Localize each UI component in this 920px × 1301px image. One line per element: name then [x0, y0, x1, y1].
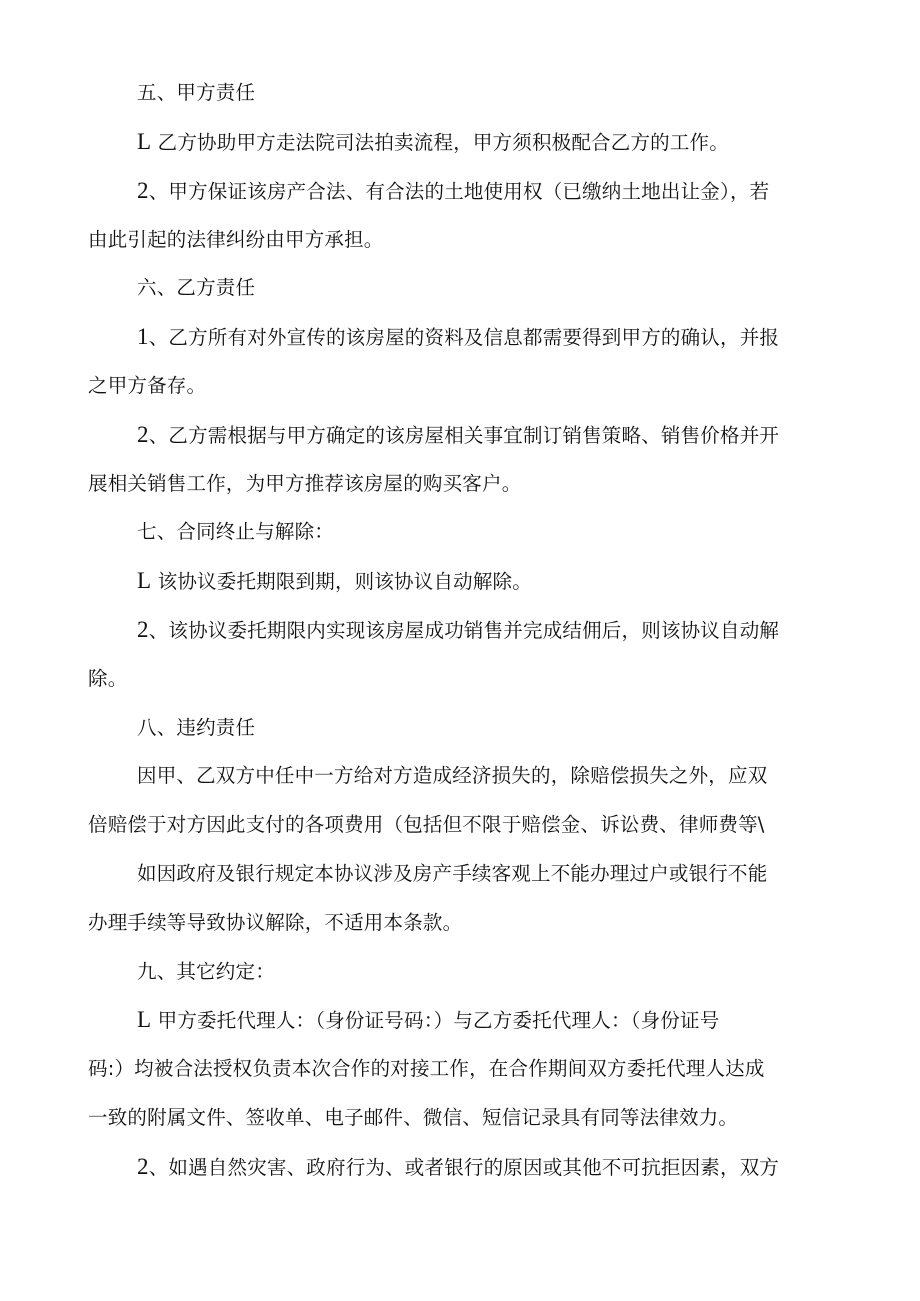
- paragraph-line: 如因政府及银行规定本协议涉及房产手续客观上不能办理过户或银行不能: [137, 862, 768, 885]
- paragraph-line: 因甲、乙双方中任中一方给对方造成经济损失的，除赔偿损失之外，应双: [137, 764, 768, 787]
- paragraph-line: 倍赔偿于对方因此支付的各项费用（包括但不限于赔偿金、诉讼费、律师费等\: [88, 813, 765, 836]
- paragraph-line: 2、甲方保证该房产合法、有合法的土地使用权（已缴纳土地出让金），若: [137, 178, 770, 203]
- paragraph-line: L 乙方协助甲方走法院司法拍卖流程，甲方须积极配合乙方的工作。: [137, 129, 729, 154]
- section-heading-other-terms: 九、其它约定：: [137, 960, 275, 983]
- section-heading-breach: 八、违约责任: [137, 716, 256, 739]
- paragraph-line: 2、该协议委托期限内实现该房屋成功销售并完成结佣后，则该协议自动解: [137, 617, 780, 642]
- section-heading-party-b-duties: 六、乙方责任: [137, 276, 256, 299]
- paragraph-line: 1、乙方所有对外宣传的该房屋的资料及信息都需要得到甲方的确认，并报: [137, 324, 780, 349]
- paragraph-line: 办理手续等导致协议解除，不适用本条款。: [88, 911, 463, 934]
- paragraph-line: 展相关销售工作，为甲方推荐该房屋的购买客户。: [88, 472, 522, 495]
- paragraph-line: 由此引起的法律纠纷由甲方承担。: [88, 228, 384, 251]
- paragraph-line: L 甲方委托代理人：（身份证号码：）与乙方委托代理人：（身份证号: [137, 1007, 720, 1032]
- paragraph-line: L 该协议委托期限到期，则该协议自动解除。: [137, 568, 532, 593]
- paragraph-line: 一致的附属文件、签收单、电子邮件、微信、短信记录具有同等法律效力。: [88, 1106, 739, 1129]
- paragraph-line: 之甲方备存。: [88, 374, 207, 397]
- paragraph-line: 2、如遇自然灾害、政府行为、或者银行的原因或其他不可抗拒因素，双方: [137, 1154, 780, 1179]
- paragraph-line: 除。: [88, 667, 128, 690]
- paragraph-line: 2、乙方需根据与甲方确定的该房屋相关事宜制订销售策略、销售价格并开: [137, 422, 780, 447]
- section-heading-termination: 七、合同终止与解除：: [137, 520, 335, 543]
- section-heading-party-a-duties: 五、甲方责任: [137, 81, 256, 104]
- paragraph-line: 码:）均被合法授权负责本次合作的对接工作，在合作期间双方委托代理人达成: [88, 1057, 765, 1080]
